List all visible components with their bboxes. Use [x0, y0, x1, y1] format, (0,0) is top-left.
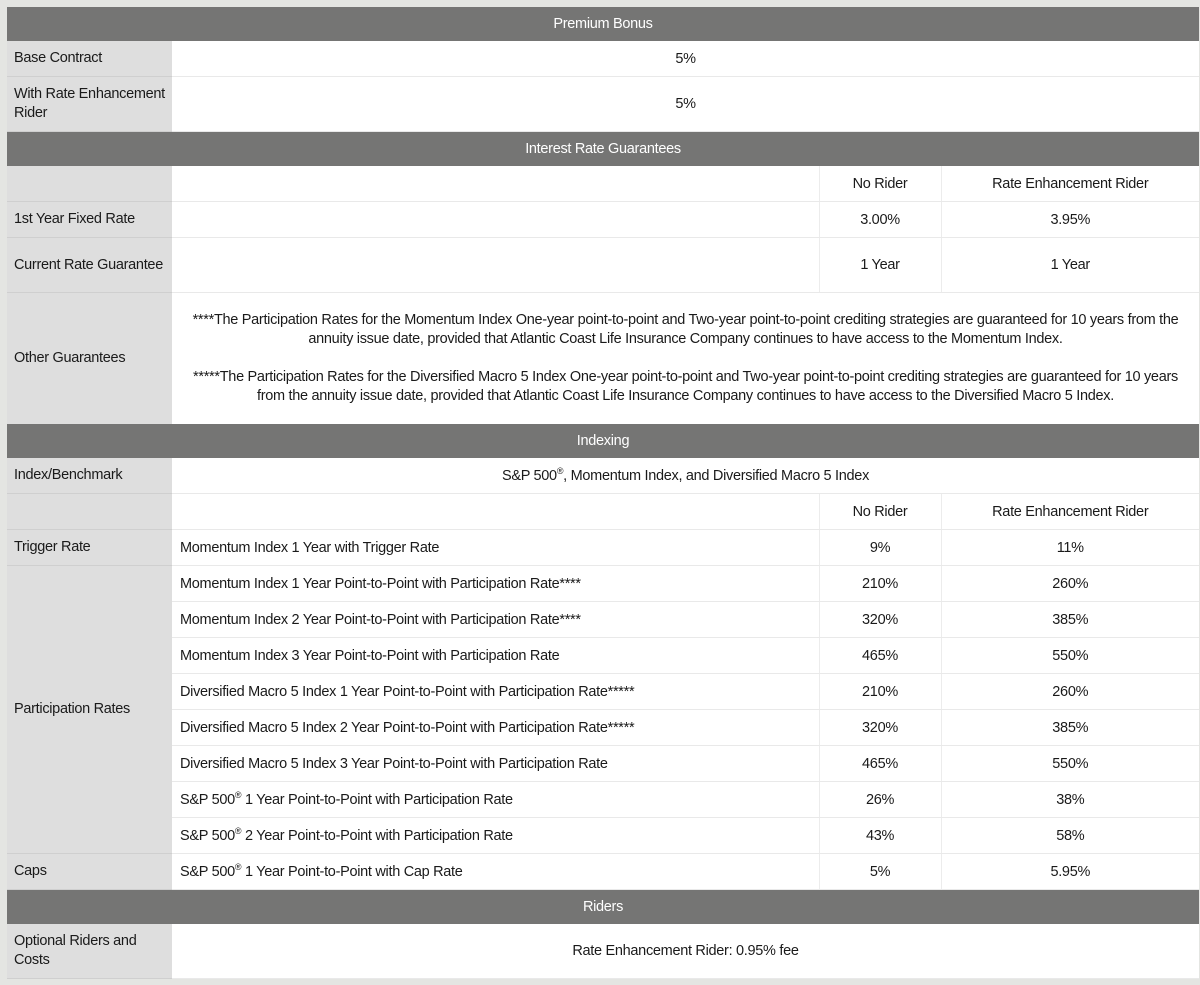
col-header-rate-enhancement-rider: Rate Enhancement Rider [941, 166, 1199, 202]
empty-cell [172, 238, 819, 293]
section-header-premium-bonus [7, 7, 1199, 41]
table-row [7, 924, 1199, 979]
strategy-name: Momentum Index 1 Year Point-to-Point with Participation Rate**** [172, 566, 819, 602]
row-label: 1st Year Fixed Rate [7, 202, 172, 238]
row-label: Trigger Rate [7, 530, 172, 566]
rate-enhancement-rider-value: 260% [941, 674, 1199, 710]
table-row [7, 41, 1199, 77]
row-label: Index/Benchmark [7, 458, 172, 494]
index-list-text: , Momentum Index, and Diversified Macro 5 Index [563, 467, 870, 484]
section-header-interest-rate-guarantees [7, 132, 1199, 167]
empty-cell [172, 494, 819, 530]
row-label-empty [7, 166, 172, 202]
row-label: Optional Riders and Costs [7, 924, 172, 979]
index-benchmark-value [172, 458, 1199, 494]
section-header-indexing [7, 424, 1199, 458]
strategy-suffix: 1 Year Point-to-Point with Participation Rate [241, 791, 513, 808]
table-row [7, 818, 1199, 854]
no-rider-value: 320% [819, 710, 941, 746]
no-rider-value: 5% [819, 854, 941, 890]
table-row-other-guarantees [7, 293, 1199, 425]
strategy-name [172, 782, 819, 818]
table-row [7, 854, 1199, 890]
rate-enhancement-rider-value: 58% [941, 818, 1199, 854]
strategy-name: Diversified Macro 5 Index 2 Year Point-to-Point with Participation Rate***** [172, 710, 819, 746]
sp500-text: S&P 500 [501, 467, 557, 484]
rate-enhancement-rider-value: 385% [941, 602, 1199, 638]
table-row [7, 746, 1199, 782]
col-header-no-rider: No Rider [819, 494, 941, 530]
empty-cell [172, 202, 819, 238]
section-title: Indexing [7, 424, 1199, 458]
strategy-name [172, 818, 819, 854]
section-title: Riders [7, 890, 1199, 925]
no-rider-value: 1 Year [819, 238, 941, 293]
row-value: 5% [172, 77, 1199, 132]
column-header-row [7, 494, 1199, 530]
strategy-name: Diversified Macro 5 Index 1 Year Point-to-Point with Participation Rate***** [172, 674, 819, 710]
rate-enhancement-rider-value: 3.95% [941, 202, 1199, 238]
strategy-suffix: 1 Year Point-to-Point with Cap Rate [241, 863, 463, 880]
product-details-table [7, 7, 1199, 979]
no-rider-value: 43% [819, 818, 941, 854]
guarantee-notes [172, 293, 1199, 425]
row-label-empty [7, 494, 172, 530]
sp500-text: S&P 500 [180, 827, 235, 844]
row-value: Rate Enhancement Rider: 0.95% fee [172, 924, 1199, 979]
table-row [7, 638, 1199, 674]
no-rider-value: 210% [819, 566, 941, 602]
product-details-table-container [7, 7, 1199, 979]
rate-enhancement-rider-value: 5.95% [941, 854, 1199, 890]
table-row [7, 602, 1199, 638]
strategy-name: Momentum Index 3 Year Point-to-Point with Participation Rate [172, 638, 819, 674]
section-header-riders [7, 890, 1199, 925]
registered-mark: ® [234, 861, 242, 872]
strategy-name: Momentum Index 1 Year with Trigger Rate [172, 530, 819, 566]
no-rider-value: 465% [819, 638, 941, 674]
sp500-text: S&P 500 [180, 863, 235, 880]
table-row [7, 458, 1199, 494]
guarantee-note-diversified-macro: *****The Participation Rates for the Diversified Macro 5 Index One-year point-to-point and Two-year point-to-point crediting strategies are guaranteed for 10 years from the annuity issue date, provided that Atlantic Coast Life Insurance Company continues to have access to the Diversified Macro 5 Index. [193, 369, 1178, 404]
rate-enhancement-rider-value: 260% [941, 566, 1199, 602]
row-label: With Rate Enhancement Rider [7, 77, 172, 132]
guarantee-note-momentum: ****The Participation Rates for the Momentum Index One-year point-to-point and Two-year point-to-point crediting strategies are guaranteed for 10 years from the annuity issue date, provided that Atlantic Coast Life Insurance Company continues to have access to the Momentum Index. [192, 312, 1179, 347]
row-label: Current Rate Guarantee [7, 238, 172, 293]
table-row [7, 530, 1199, 566]
column-header-row [7, 166, 1199, 202]
row-label: Other Guarantees [7, 293, 172, 425]
strategy-suffix: 2 Year Point-to-Point with Participation Rate [241, 827, 513, 844]
rate-enhancement-rider-value: 11% [941, 530, 1199, 566]
strategy-name: Diversified Macro 5 Index 3 Year Point-to-Point with Participation Rate [172, 746, 819, 782]
table-row [7, 238, 1199, 293]
table-row [7, 566, 1199, 602]
table-row [7, 77, 1199, 132]
registered-mark: ® [234, 789, 242, 800]
row-label: Caps [7, 854, 172, 890]
row-label: Base Contract [7, 41, 172, 77]
rate-enhancement-rider-value: 1 Year [941, 238, 1199, 293]
no-rider-value: 210% [819, 674, 941, 710]
table-row [7, 202, 1199, 238]
registered-mark: ® [234, 825, 242, 836]
strategy-name: Momentum Index 2 Year Point-to-Point with Participation Rate**** [172, 602, 819, 638]
section-title: Interest Rate Guarantees [7, 132, 1199, 167]
no-rider-value: 320% [819, 602, 941, 638]
rate-enhancement-rider-value: 38% [941, 782, 1199, 818]
no-rider-value: 26% [819, 782, 941, 818]
table-row [7, 674, 1199, 710]
row-label: Participation Rates [7, 566, 172, 854]
rate-enhancement-rider-value: 385% [941, 710, 1199, 746]
sp500-text: S&P 500 [180, 791, 235, 808]
registered-mark: ® [556, 465, 564, 476]
col-header-no-rider: No Rider [819, 166, 941, 202]
table-row [7, 782, 1199, 818]
row-value: 5% [172, 41, 1199, 77]
no-rider-value: 3.00% [819, 202, 941, 238]
no-rider-value: 9% [819, 530, 941, 566]
rate-enhancement-rider-value: 550% [941, 638, 1199, 674]
empty-cell [172, 166, 819, 202]
no-rider-value: 465% [819, 746, 941, 782]
rate-enhancement-rider-value: 550% [941, 746, 1199, 782]
col-header-rate-enhancement-rider: Rate Enhancement Rider [941, 494, 1199, 530]
section-title: Premium Bonus [7, 7, 1199, 41]
strategy-name [172, 854, 819, 890]
table-row [7, 710, 1199, 746]
